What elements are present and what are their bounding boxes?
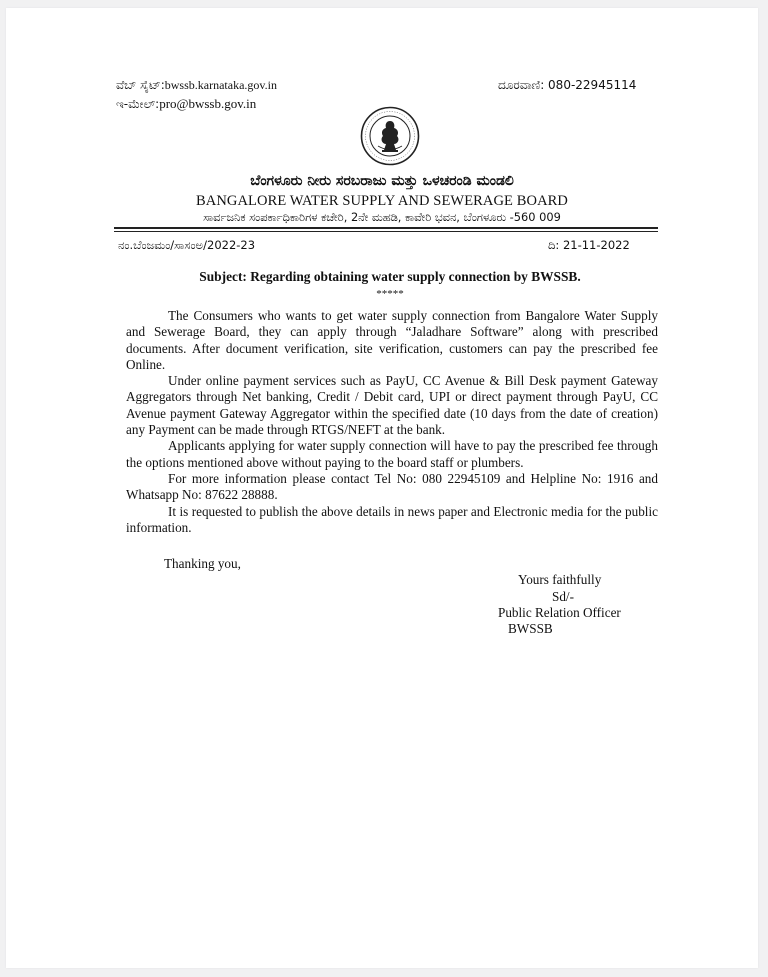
website-value: bwssb.karnataka.gov.in — [164, 78, 277, 92]
phone-number: ದೂರವಾಣಿ: 080-22945114 — [498, 78, 637, 92]
subject-line: Subject: Regarding obtaining water supply connection by BWSSB. — [199, 269, 581, 284]
email-line — [116, 96, 256, 112]
paragraph-application: The Consumers who wants to get water supply connection from Bangalore Water Supply and Sewerage Board, they can apply through “Jaladhare Software” along with prescribed documents. After document verification, site verification, customers can pay the prescribed fee Online. — [126, 308, 658, 372]
website-label: ವೆಬ್ ಸೈಟ್: — [116, 78, 165, 92]
signature-sd: Sd/- — [552, 589, 574, 604]
header-divider-thin — [114, 231, 658, 232]
paragraph-fee-notice: Applicants applying for water supply connection will have to pay the prescribed fee through the options mentioned above without paying to the board staff or plumbers. — [126, 438, 658, 470]
letter-date: ದಿ: 21-11-2022 — [548, 238, 630, 252]
letter-page — [6, 8, 758, 968]
org-name-kannada: ಬೆಂಗಳೂರು ನೀರು ಸರಬರಾಜು ಮತ್ತು ಒಳಚರಂಡಿ ಮಂಡಲಿ — [250, 173, 514, 189]
org-name-english: BANGALORE WATER SUPPLY AND SEWERAGE BOARD — [195, 193, 569, 209]
subject-separator: ***** — [376, 288, 404, 300]
letter-body — [126, 308, 658, 536]
website-line — [116, 78, 277, 93]
paragraph-contact: For more information please contact Tel No: 080 22945109 and Helpline No: 1916 and Whatsapp No: 87622 28888. — [126, 470, 658, 503]
signature-organization: BWSSB — [508, 621, 553, 636]
signature-designation: Public Relation Officer — [498, 605, 621, 620]
header-divider — [114, 227, 658, 229]
paragraph-publish-request: It is requested to publish the above details in news paper and Electronic media for the public information. — [126, 503, 658, 535]
bwssb-seal-icon — [360, 106, 420, 166]
paragraph-payment: Under online payment services such as PayU, CC Avenue & Bill Desk payment Gateway Aggregators through Net banking, Credit / Debit card, UPI or direct payment through PayU, CC Avenue payment Gateway Aggregator within the specified date (10 days from the date of creation) any Payment can be made through RTGS/NEFT at the bank. — [126, 373, 658, 438]
email-label: ಇ-ಮೇಲ್: — [116, 97, 160, 111]
email-value: pro@bwssb.gov.in — [159, 96, 257, 111]
reference-number: ನಂ.ಬೆಂಜಮಂ/ಸಾಸಂಅ/2022-23 — [118, 238, 256, 252]
office-address: ಸಾರ್ವಜನಿಕ ಸಂಪರ್ಕಾಧಿಕಾರಿಗಳ ಕಚೇರಿ, 2ನೇ ಮಹಡಿ, ಕಾವೇರಿ ಭವನ, ಬೆಂಗಳೂರು -560 009 — [203, 210, 561, 224]
closing-thanks: Thanking you, — [164, 556, 241, 571]
signature-closing: Yours faithfully — [518, 572, 602, 587]
